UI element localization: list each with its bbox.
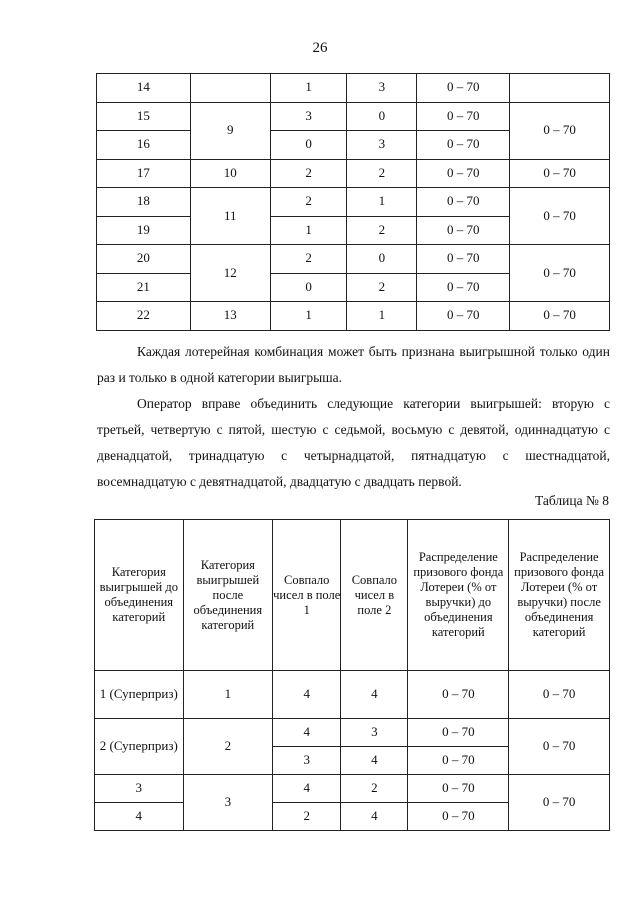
merged-category-cell: 11: [190, 188, 270, 245]
table-row: [97, 159, 610, 188]
category-cell: 1 (Суперприз): [95, 671, 184, 719]
table-row: [97, 302, 610, 331]
header-fund-after: Распределение призового фонда Лотереи (% от выручки) после объединения категорий: [509, 520, 610, 671]
category-cell: 21: [97, 273, 191, 302]
field1-match-cell: 0: [270, 273, 347, 302]
fund-after-cell: 0 – 70: [509, 775, 610, 831]
field2-match-cell: 1: [347, 302, 417, 331]
category-cell: 17: [97, 159, 191, 188]
fund-after-cell: 0 – 70: [510, 102, 610, 159]
field1-match-cell: 4: [273, 671, 341, 719]
page-number: 26: [312, 40, 328, 56]
merged-category-cell: 9: [190, 102, 270, 159]
fund-before-cell: 0 – 70: [408, 803, 509, 831]
fund-after-cell: 0 – 70: [510, 159, 610, 188]
field2-match-cell: 1: [347, 188, 417, 217]
field1-match-cell: 0: [270, 131, 347, 160]
fund-before-cell: 0 – 70: [408, 671, 509, 719]
category-cell: 3: [95, 775, 184, 803]
prize-table-8: [94, 519, 610, 831]
header-field1-match: Совпало чисел в поле 1: [273, 520, 341, 671]
category-cell: 14: [97, 74, 191, 103]
table-caption: Таблица № 8: [535, 493, 609, 508]
field2-match-cell: 4: [341, 747, 408, 775]
fund-before-cell: 0 – 70: [417, 159, 510, 188]
table-row: [97, 102, 610, 131]
field2-match-cell: 3: [347, 131, 417, 160]
merged-category-cell: 2: [183, 719, 273, 775]
field1-match-cell: 1: [270, 216, 347, 245]
field2-match-cell: 2: [341, 775, 408, 803]
category-cell: 22: [97, 302, 191, 331]
paragraph-single-win: [97, 339, 610, 391]
field1-match-cell: 4: [273, 719, 341, 747]
prize-table-continued: [96, 73, 610, 331]
field1-match-cell: 3: [273, 747, 341, 775]
category-cell: 20: [97, 245, 191, 274]
fund-after-cell: 0 – 70: [510, 245, 610, 302]
fund-before-cell: 0 – 70: [417, 273, 510, 302]
category-cell: 15: [97, 102, 191, 131]
fund-after-cell: 0 – 70: [510, 188, 610, 245]
category-cell: 4: [95, 803, 184, 831]
merged-category-cell: 12: [190, 245, 270, 302]
category-cell: 16: [97, 131, 191, 160]
category-cell: 18: [97, 188, 191, 217]
field1-match-cell: 2: [270, 188, 347, 217]
merged-category-cell: 13: [190, 302, 270, 331]
fund-before-cell: 0 – 70: [408, 747, 509, 775]
field2-match-cell: 3: [347, 74, 417, 103]
field1-match-cell: 2: [270, 159, 347, 188]
table-row: [97, 188, 610, 217]
field2-match-cell: 0: [347, 102, 417, 131]
field2-match-cell: 4: [341, 803, 408, 831]
fund-after-cell: [510, 74, 610, 103]
fund-before-cell: 0 – 70: [417, 216, 510, 245]
table-row: [95, 719, 610, 747]
paragraph-text: Каждая лотерейная комбинация может быть признана выигрышной только один раз и только в одной категории выигрыша.: [97, 344, 610, 385]
fund-before-cell: 0 – 70: [408, 775, 509, 803]
fund-before-cell: 0 – 70: [417, 74, 510, 103]
table-header-row: [95, 520, 610, 671]
header-field2-match: Совпало чисел в поле 2: [341, 520, 408, 671]
field1-match-cell: 3: [270, 102, 347, 131]
merged-category-cell: [190, 74, 270, 103]
fund-after-cell: 0 – 70: [509, 719, 610, 775]
field1-match-cell: 1: [270, 74, 347, 103]
table-row: [95, 775, 610, 803]
table-row: [97, 74, 610, 103]
field1-match-cell: 1: [270, 302, 347, 331]
field2-match-cell: 0: [347, 245, 417, 274]
fund-before-cell: 0 – 70: [417, 302, 510, 331]
category-cell: 19: [97, 216, 191, 245]
fund-before-cell: 0 – 70: [417, 102, 510, 131]
field2-match-cell: 2: [347, 216, 417, 245]
fund-before-cell: 0 – 70: [417, 188, 510, 217]
field2-match-cell: 2: [347, 273, 417, 302]
field2-match-cell: 2: [347, 159, 417, 188]
fund-before-cell: 0 – 70: [417, 131, 510, 160]
merged-category-cell: 10: [190, 159, 270, 188]
fund-before-cell: 0 – 70: [417, 245, 510, 274]
field2-match-cell: 4: [341, 671, 408, 719]
field1-match-cell: 2: [270, 245, 347, 274]
field1-match-cell: 4: [273, 775, 341, 803]
table-row: [97, 245, 610, 274]
field2-match-cell: 3: [341, 719, 408, 747]
table-row: [95, 671, 610, 719]
fund-before-cell: 0 – 70: [408, 719, 509, 747]
merged-category-cell: 3: [183, 775, 273, 831]
paragraph-merge-categories: [97, 391, 610, 495]
fund-after-cell: 0 – 70: [509, 671, 610, 719]
header-category-after: Категория выигрышей после объединения категорий: [183, 520, 273, 671]
fund-after-cell: 0 – 70: [510, 302, 610, 331]
category-cell: 2 (Суперприз): [95, 719, 184, 775]
paragraph-text: Оператор вправе объединить следующие категории выигрышей: вторую с третьей, четвертую с пятой, шестую с седьмой, восьмую с девятой, одиннадцатую с двенадцатой, тринадцатую с четырнадцатой, пятнадцатую с шестнадцатой, восемнадцатую с девятнадцатой, двадцатую с двадцать первой.: [97, 396, 610, 489]
merged-category-cell: 1: [183, 671, 273, 719]
header-fund-before: Распределение призового фонда Лотереи (% от выручки) до объединения категорий: [408, 520, 509, 671]
field1-match-cell: 2: [273, 803, 341, 831]
header-category-before: Категория выигрышей до объединения категорий: [95, 520, 184, 671]
